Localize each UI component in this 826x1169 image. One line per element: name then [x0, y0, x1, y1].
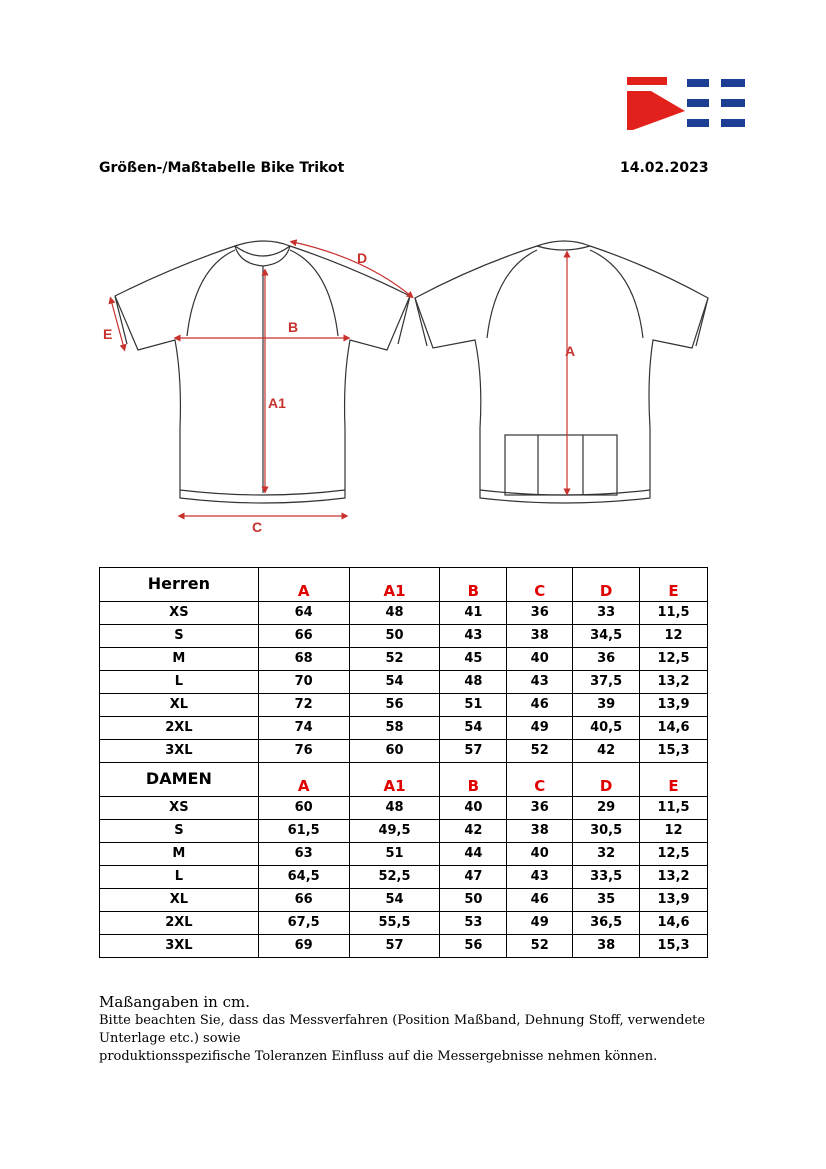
- size-label: XS: [100, 797, 259, 820]
- measurement-cell: 60: [349, 740, 440, 763]
- table-row: [100, 912, 708, 935]
- measurement-cell: 35: [573, 889, 640, 912]
- column-header: A1: [349, 763, 440, 797]
- measurement-cell: 12: [640, 820, 708, 843]
- measurement-cell: 34,5: [573, 625, 640, 648]
- measurement-cell: 32: [573, 843, 640, 866]
- measurement-cell: 41: [440, 602, 507, 625]
- measurement-cell: 14,6: [640, 912, 708, 935]
- column-header: A: [258, 763, 349, 797]
- table-row: [100, 889, 708, 912]
- column-header: A1: [349, 568, 440, 602]
- table-row: [100, 671, 708, 694]
- table-row: [100, 935, 708, 958]
- table-row: [100, 740, 708, 763]
- measurement-cell: 49,5: [349, 820, 440, 843]
- measurement-cell: 48: [349, 602, 440, 625]
- group-name: Herren: [100, 568, 259, 602]
- measurement-cell: 63: [258, 843, 349, 866]
- size-label: L: [100, 866, 259, 889]
- size-label: XS: [100, 602, 259, 625]
- measurement-cell: 68: [258, 648, 349, 671]
- measurement-cell: 12,5: [640, 843, 708, 866]
- measurement-cell: 13,2: [640, 671, 708, 694]
- table-row: [100, 694, 708, 717]
- measurement-cell: 43: [507, 671, 573, 694]
- size-label: S: [100, 820, 259, 843]
- measurement-cell: 64,5: [258, 866, 349, 889]
- label-B: B: [288, 319, 299, 335]
- measurement-cell: 56: [349, 694, 440, 717]
- measurement-cell: 30,5: [573, 820, 640, 843]
- measurement-cell: 42: [440, 820, 507, 843]
- measurement-cell: 52,5: [349, 866, 440, 889]
- table-row: [100, 648, 708, 671]
- size-table-body: [100, 568, 708, 958]
- column-header: D: [573, 568, 640, 602]
- measurement-cell: 52: [507, 740, 573, 763]
- jersey-back: [415, 241, 708, 503]
- measurement-cell: 61,5: [258, 820, 349, 843]
- measurement-cell: 36,5: [573, 912, 640, 935]
- measurement-cell: 12: [640, 625, 708, 648]
- measurement-cell: 11,5: [640, 797, 708, 820]
- size-label: 3XL: [100, 935, 259, 958]
- label-A1: A1: [268, 395, 286, 411]
- measurement-cell: 52: [349, 648, 440, 671]
- table-row: [100, 820, 708, 843]
- column-header: A: [258, 568, 349, 602]
- table-row: [100, 797, 708, 820]
- measurement-cell: 15,3: [640, 740, 708, 763]
- measurement-cell: 14,6: [640, 717, 708, 740]
- measurement-cell: 57: [440, 740, 507, 763]
- measurement-cell: 55,5: [349, 912, 440, 935]
- measurement-cell: 15,3: [640, 935, 708, 958]
- column-header: D: [573, 763, 640, 797]
- measurement-cell: 72: [258, 694, 349, 717]
- measurement-cell: 40,5: [573, 717, 640, 740]
- measurement-cell: 13,9: [640, 694, 708, 717]
- measurement-cell: 38: [507, 820, 573, 843]
- brand-logo: [625, 75, 747, 131]
- measurement-cell: 40: [440, 797, 507, 820]
- measurement-cell: 46: [507, 694, 573, 717]
- table-row: [100, 717, 708, 740]
- measurement-cell: 60: [258, 797, 349, 820]
- size-label: M: [100, 843, 259, 866]
- label-C: C: [252, 519, 263, 535]
- measurement-cell: 74: [258, 717, 349, 740]
- measurement-cell: 45: [440, 648, 507, 671]
- table-group-header: [100, 568, 708, 602]
- measurement-cell: 58: [349, 717, 440, 740]
- note-tolerances: produktionsspezifische Toleranzen Einfluss auf die Messergebnisse nehmen können.: [99, 1049, 658, 1064]
- table-group-header: [100, 763, 708, 797]
- measurement-cell: 13,9: [640, 889, 708, 912]
- measurement-cell: 51: [349, 843, 440, 866]
- logo-blue-mark: [687, 79, 745, 127]
- table-row: [100, 843, 708, 866]
- measurement-cell: 64: [258, 602, 349, 625]
- measurement-cell: 48: [349, 797, 440, 820]
- column-header: E: [640, 568, 708, 602]
- table-row: [100, 625, 708, 648]
- size-label: M: [100, 648, 259, 671]
- size-label: 2XL: [100, 912, 259, 935]
- jersey-front: [115, 241, 410, 503]
- measurement-cell: 43: [507, 866, 573, 889]
- group-name: DAMEN: [100, 763, 259, 797]
- measurement-cell: 38: [507, 625, 573, 648]
- size-label: L: [100, 671, 259, 694]
- measurement-cell: 66: [258, 889, 349, 912]
- measurement-cell: 44: [440, 843, 507, 866]
- measurement-cell: 13,2: [640, 866, 708, 889]
- measurement-notes: [99, 993, 719, 1066]
- measurement-cell: 66: [258, 625, 349, 648]
- size-label: XL: [100, 694, 259, 717]
- measurement-cell: 52: [507, 935, 573, 958]
- measurement-cell: 51: [440, 694, 507, 717]
- measurement-cell: 54: [349, 889, 440, 912]
- measurement-cell: 38: [573, 935, 640, 958]
- measurement-cell: 40: [507, 843, 573, 866]
- measurement-cell: 50: [440, 889, 507, 912]
- measurement-cell: 33: [573, 602, 640, 625]
- note-measurement-method: Bitte beachten Sie, dass das Messverfahren (Position Maßband, Dehnung Stoff, verwendete Unterlage etc.) sowie: [99, 1013, 706, 1046]
- measurement-cell: 54: [440, 717, 507, 740]
- measurement-cell: 29: [573, 797, 640, 820]
- measurement-cell: 67,5: [258, 912, 349, 935]
- measurement-cell: 33,5: [573, 866, 640, 889]
- measurement-cell: 53: [440, 912, 507, 935]
- measurement-cell: 42: [573, 740, 640, 763]
- document-title: Größen-/Maßtabelle Bike Trikot: [99, 160, 345, 176]
- measurement-cell: 46: [507, 889, 573, 912]
- size-label: 2XL: [100, 717, 259, 740]
- column-header: C: [507, 763, 573, 797]
- logo-red-mark: [627, 77, 685, 130]
- note-units: Maßangaben in cm.: [99, 993, 250, 1011]
- measurement-cell: 49: [507, 717, 573, 740]
- label-D: D: [357, 250, 368, 266]
- column-header: B: [440, 568, 507, 602]
- jersey-front-measures: [111, 242, 411, 516]
- measurement-cell: 39: [573, 694, 640, 717]
- jersey-measurement-diagram: [95, 228, 725, 548]
- document-date: 14.02.2023: [620, 160, 709, 176]
- column-header: C: [507, 568, 573, 602]
- size-label: XL: [100, 889, 259, 912]
- measurement-cell: 47: [440, 866, 507, 889]
- measurement-cell: 36: [573, 648, 640, 671]
- table-row: [100, 866, 708, 889]
- size-label: S: [100, 625, 259, 648]
- column-header: B: [440, 763, 507, 797]
- measurement-cell: 36: [507, 602, 573, 625]
- table-row: [100, 602, 708, 625]
- measurement-cell: 48: [440, 671, 507, 694]
- measurement-cell: 43: [440, 625, 507, 648]
- measurement-cell: 54: [349, 671, 440, 694]
- measurement-cell: 50: [349, 625, 440, 648]
- measurement-cell: 49: [507, 912, 573, 935]
- measurement-cell: 69: [258, 935, 349, 958]
- label-E: E: [103, 326, 113, 342]
- measurement-cell: 56: [440, 935, 507, 958]
- measurement-cell: 40: [507, 648, 573, 671]
- measurement-cell: 57: [349, 935, 440, 958]
- measurement-cell: 12,5: [640, 648, 708, 671]
- label-A: A: [565, 343, 576, 359]
- measurement-cell: 11,5: [640, 602, 708, 625]
- measurement-cell: 70: [258, 671, 349, 694]
- size-label: 3XL: [100, 740, 259, 763]
- column-header: E: [640, 763, 708, 797]
- measurement-cell: 36: [507, 797, 573, 820]
- measurement-cell: 76: [258, 740, 349, 763]
- measurement-cell: 37,5: [573, 671, 640, 694]
- size-table: [99, 567, 708, 958]
